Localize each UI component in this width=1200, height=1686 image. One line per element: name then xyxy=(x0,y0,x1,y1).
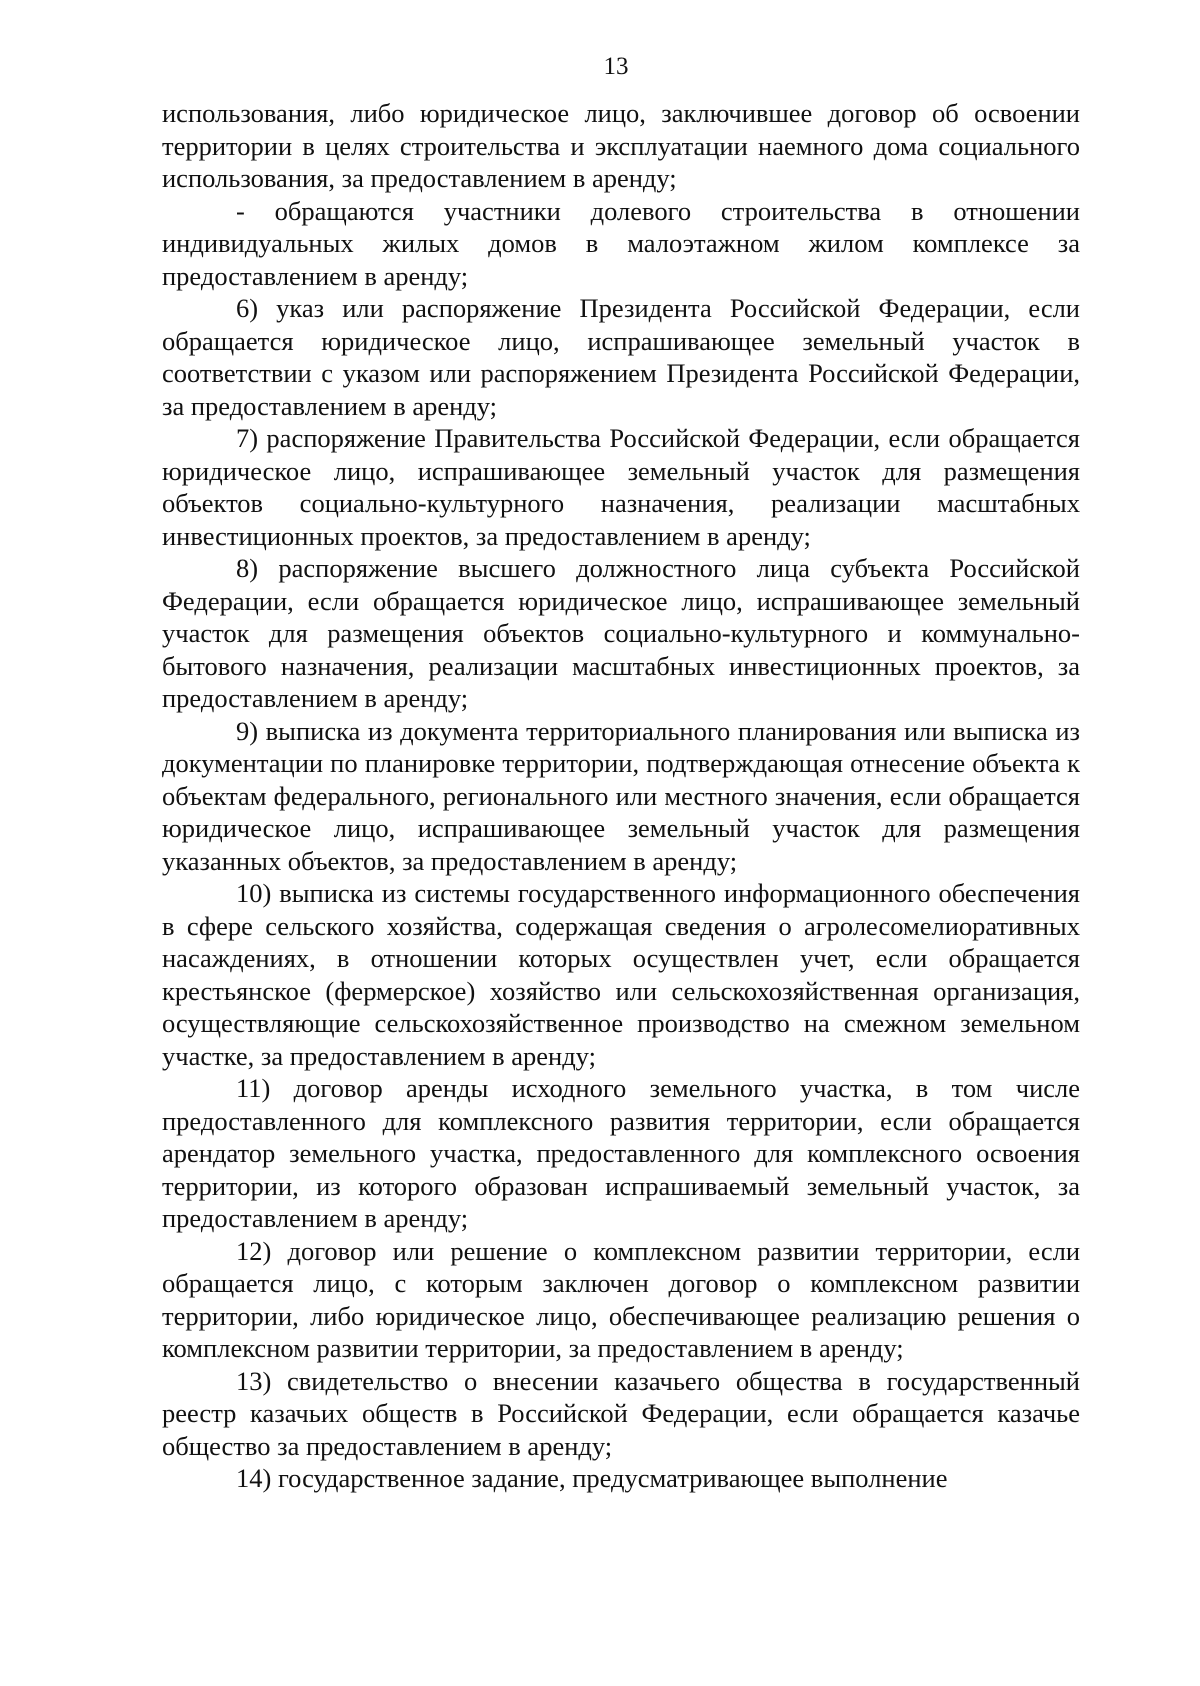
document-body xyxy=(162,97,1080,1495)
paragraph-item-12: 12) договор или решение о комплексном развитии территории, если обращается лицо, с которым заключен договор о комплексном развитии территории, либо юридическое лицо, обеспечивающее реализацию решения о комплексном развитии территории, за предоставлением в аренду; xyxy=(162,1235,1080,1363)
paragraph-item-14: 14) государственное задание, предусматривающее выполнение xyxy=(236,1463,948,1493)
paragraph-continuation: использования, либо юридическое лицо, заключившее договор об освоении территории в целях строительства и эксплуатации наемного дома социального использования, за предоставлением в аренду; xyxy=(162,98,1080,193)
paragraph-item-6: 6) указ или распоряжение Президента Российской Федерации, если обращается юридическое лицо, испрашивающее земельный участок в соответствии с указом или распоряжением Президента Российской Федерации, за предоставлением в аренду; xyxy=(162,293,1080,421)
paragraph-item-13: 13) свидетельство о внесении казачьего общества в государственный реестр казачьих обществ в Российской Федерации, если обращается казачье общество за предоставлением в аренду; xyxy=(162,1365,1080,1461)
paragraph-item-10: 10) выписка из системы государственного информационного обеспечения в сфере сельского хозяйства, содержащая сведения о агролесомелиоративных насаждениях, в отношении которых осуществлен учет, если обращается крестьянское (фермерское) хозяйство или сельскохозяйственная организация, осуществляющие сельскохозяйственное производство на смежном земельном участке, за предоставлением в аренду; xyxy=(162,878,1080,1071)
paragraph-shared-construction: - обращаются участники долевого строительства в отношении индивидуальных жилых домов в малоэтажном жилом комплексе за предоставлением в аренду; xyxy=(162,195,1080,291)
paragraph-item-8: 8) распоряжение высшего должностного лица субъекта Российской Федерации, если обращается юридическое лицо, испрашивающее земельный участок для размещения объектов социально-культурного и коммунально-бытового назначения, реализации масштабных инвестиционных проектов, за предоставлением в аренду; xyxy=(162,553,1080,713)
paragraph-item-9: 9) выписка из документа территориального планирования или выписка из документации по планировке территории, подтверждающая отнесение объекта к объектам федерального, регионального или местного значения, если обращается юридическое лицо, испрашивающее земельный участок для размещения указанных объектов, за предоставлением в аренду; xyxy=(162,715,1080,876)
paragraph-item-7: 7) распоряжение Правительства Российской Федерации, если обращается юридическое лицо, испрашивающее земельный участок для размещения объектов социально-культурного назначения, реализации масштабных инвестиционных проектов, за предоставлением в аренду; xyxy=(162,423,1080,551)
paragraph-item-11: 11) договор аренды исходного земельного участка, в том числе предоставленного для комплексного развития территории, если обращается арендатор земельного участка, предоставленного для комплексного освоения территории, из которого образован испрашиваемый земельный участок, за предоставлением в аренду; xyxy=(162,1073,1080,1233)
page-number: 13 xyxy=(603,53,629,80)
